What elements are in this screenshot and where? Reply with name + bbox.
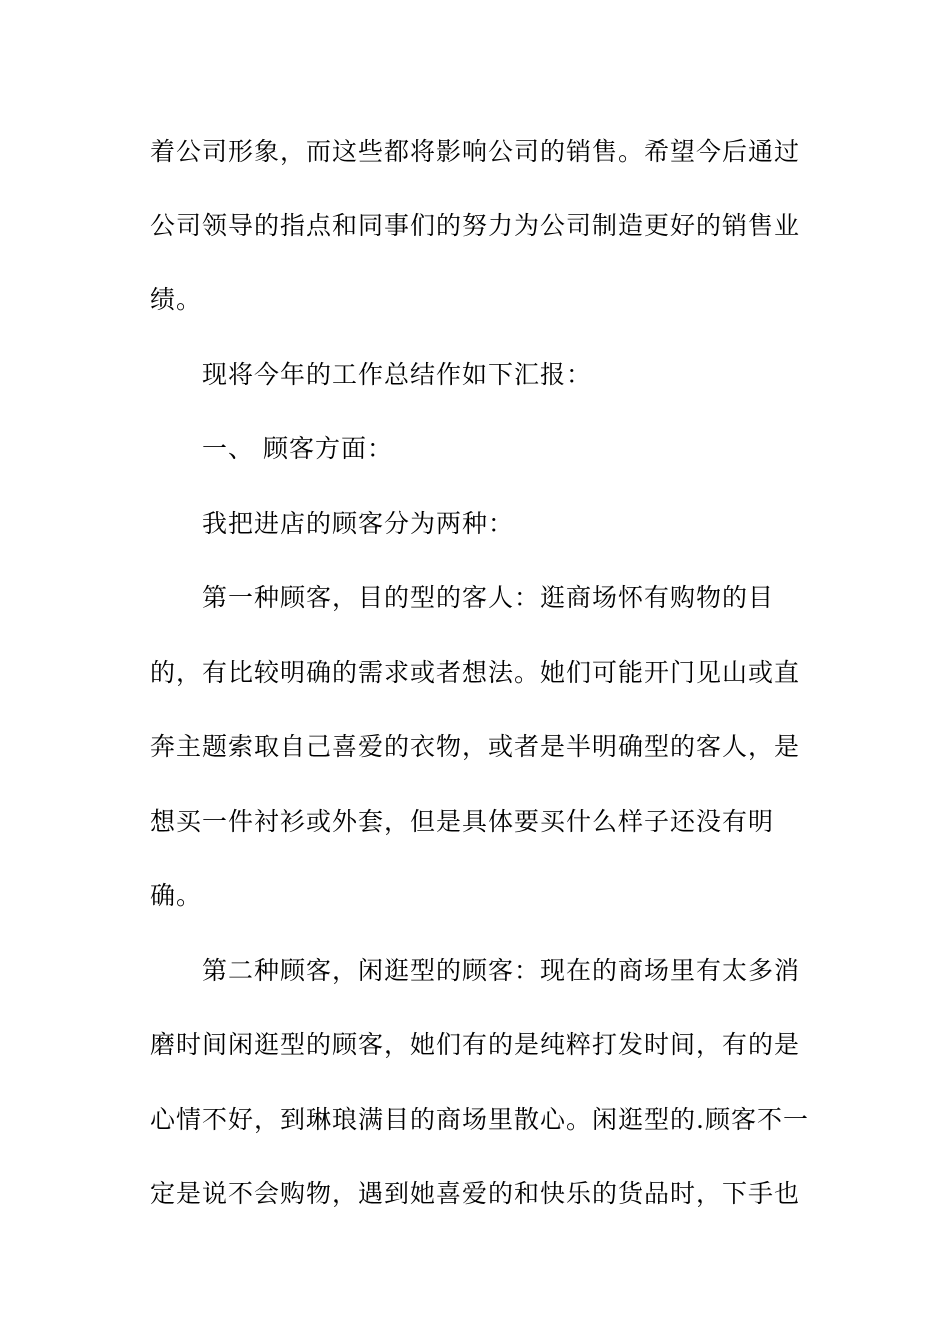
text-line: 想买一件衬衫或外套，但是具体要买什么样子还没有明 bbox=[150, 807, 775, 836]
text-line: 公司领导的指点和同事们的努力为公司制造更好的销售业 bbox=[150, 211, 801, 240]
text-line: 奔主题索取自己喜爱的衣物，或者是半明确型的客人，是 bbox=[150, 732, 801, 761]
text-line: 我把进店的顾客分为两种： bbox=[202, 509, 515, 538]
section-heading: 一、 顾客方面： bbox=[202, 434, 393, 463]
text-line: 心情不好，到琳琅满目的商场里散心。闲逛型的.顾客不一 bbox=[150, 1105, 809, 1134]
text-line: 着公司形象，而这些都将影响公司的销售。希望今后通过 bbox=[150, 137, 801, 166]
text-line: 确。 bbox=[150, 881, 203, 910]
text-line: 绩。 bbox=[150, 285, 203, 314]
text-line: 磨时间闲逛型的顾客，她们有的是纯粹打发时间，有的是 bbox=[150, 1030, 801, 1059]
text-line: 定是说不会购物，遇到她喜爱的和快乐的货品时，下手也 bbox=[150, 1179, 801, 1208]
text-line: 第二种顾客，闲逛型的顾客：现在的商场里有太多消 bbox=[202, 956, 801, 985]
text-line: 第一种顾客，目的型的客人：逛商场怀有购物的目 bbox=[202, 583, 775, 612]
text-line: 的，有比较明确的需求或者想法。她们可能开门见山或直 bbox=[150, 658, 801, 687]
text-line: 现将今年的工作总结作如下汇报： bbox=[202, 360, 593, 389]
